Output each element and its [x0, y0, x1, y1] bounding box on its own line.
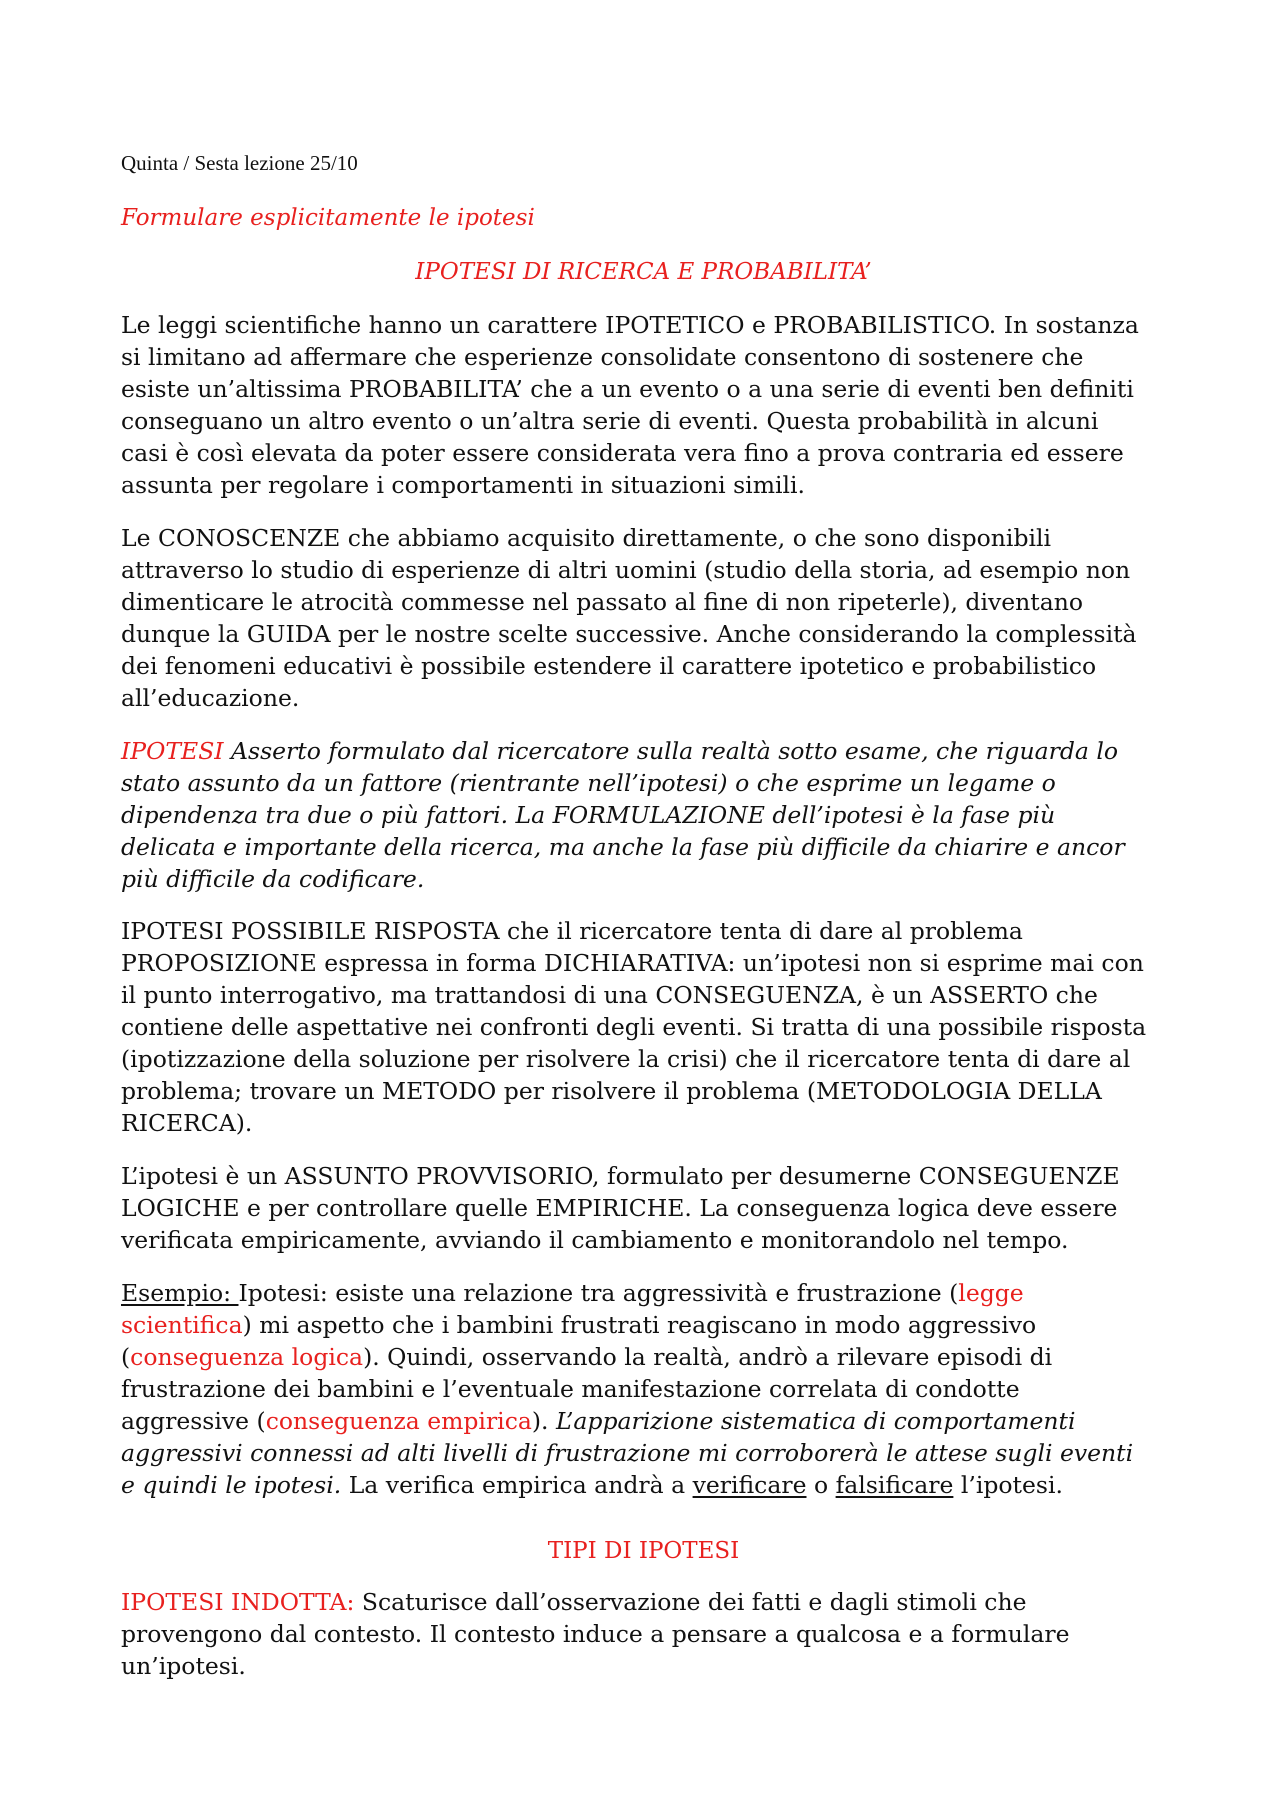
text-line	[121, 1469, 1166, 1501]
text-line: esiste un’altissima PROBABILITA’ che a un evento o a una serie di eventi ben definiti	[121, 375, 1134, 403]
text-line: all’educazione.	[121, 684, 300, 712]
text-line: dipendenza tra due o più fattori. La FORMULAZIONE dell’ipotesi è la fase più	[121, 801, 1056, 829]
text-line: stato assunto da un fattore (rientrante nell’ipotesi) o che esprime un legame o	[121, 769, 1056, 797]
term-ipotesi-indotta: IPOTESI INDOTTA:	[121, 1588, 355, 1616]
text-line: dimenticare le atrocità commesse nel passato al fine di non ripeterle), diventano	[121, 588, 1084, 616]
text-line: frustrazione dei bambini e l’eventuale manifestazione correlata di condotte	[121, 1375, 1020, 1403]
term-ipotesi: IPOTESI	[121, 737, 224, 765]
text-line: IPOTESI POSSIBILE RISPOSTA che il ricercatore tenta di dare al problema	[121, 917, 1023, 945]
text-line: (ipotizzazione della soluzione per risolvere la crisi) che il ricercatore tenta di dare al	[121, 1045, 1131, 1073]
text-line: attraverso lo studio di esperienze di altri uomini (studio della storia, ad esempio non	[121, 556, 1131, 584]
falsificare-word: falsificare	[835, 1471, 954, 1499]
example-text: ). Quindi, osservando la realtà, andrò a rilevare episodi di	[363, 1343, 1053, 1371]
text-line: PROPOSIZIONE espressa in forma DICHIARATIVA: un’ipotesi non si esprime mai con	[121, 949, 1144, 977]
text-line: problema; trovare un METODO per risolvere il problema (METODOLOGIA DELLA	[121, 1077, 1102, 1105]
highlight-conseguenza-logica: conseguenza logica	[130, 1343, 364, 1371]
example-label: Esempio:	[121, 1279, 239, 1307]
paragraph-possibile-risposta	[121, 915, 1166, 1139]
text-line	[121, 735, 1166, 767]
text-line: dunque la GUIDA per le nostre scelte successive. Anche considerando la complessità	[121, 620, 1137, 648]
lesson-header: Quinta / Sesta lezione 25/10	[121, 151, 358, 175]
example-italic-text: L’apparizione sistematica di comportamenti	[555, 1407, 1076, 1435]
text-line: dei fenomeni educativi è possibile estendere il carattere ipotetico e probabilistico	[121, 652, 1097, 680]
paragraph-ipotesi-indotta	[121, 1586, 1166, 1682]
example-text: aggressive (	[121, 1407, 266, 1435]
subtitle: Formulare esplicitamente le ipotesi	[121, 205, 535, 231]
example-text: La verifica empirica andrà a	[341, 1471, 693, 1499]
paragraph-esempio	[121, 1277, 1166, 1501]
text-line: LOGICHE e per controllare quelle EMPIRICHE. La conseguenza logica deve essere	[121, 1194, 1118, 1222]
text-line	[121, 1586, 1166, 1618]
text-line: Le leggi scientifiche hanno un carattere IPOTETICO e PROBABILISTICO. In sostanza	[121, 311, 1139, 339]
text-line: casi è così elevata da poter essere considerata vera fino a prova contraria ed essere	[121, 439, 1124, 467]
highlight-scientifica: scientifica	[121, 1311, 243, 1339]
highlight-legge: legge	[958, 1279, 1024, 1307]
example-text: l’ipotesi.	[953, 1471, 1063, 1499]
text-line: conseguano un altro evento o un’altra serie di eventi. Questa probabilità in alcuni	[121, 407, 1099, 435]
text-line: provengono dal contesto. Il contesto induce a pensare a qualcosa e a formulare	[121, 1620, 1070, 1648]
text-line: il punto interrogativo, ma trattandosi di una CONSEGUENZA, è un ASSERTO che	[121, 981, 1098, 1009]
text-line	[121, 1277, 1166, 1309]
text-line: un’ipotesi.	[121, 1652, 246, 1680]
example-italic-text: e quindi le ipotesi.	[121, 1471, 342, 1499]
text-line: si limitano ad affermare che esperienze consolidate consentono di sostenere che	[121, 343, 1084, 371]
example-text: ).	[531, 1407, 556, 1435]
example-text: o	[806, 1471, 836, 1499]
definition-text: Scaturisce dall’osservazione dei fatti e dagli stimoli che	[354, 1588, 1027, 1616]
text-line: Le CONOSCENZE che abbiamo acquisito direttamente, o che sono disponibili	[121, 524, 1052, 552]
text-line	[121, 1341, 1166, 1373]
text-line: contiene delle aspettative nei confronti degli eventi. Si tratta di una possibile risposta	[121, 1013, 1147, 1041]
definition-text: Asserto formulato dal ricercatore sulla realtà sotto esame, che riguarda lo	[223, 737, 1119, 765]
paragraph-probabilita	[121, 309, 1166, 501]
example-text: ) mi aspetto che i bambini frustrati reagiscano in modo aggressivo	[242, 1311, 1037, 1339]
text-line: assunta per regolare i comportamenti in situazioni simili.	[121, 471, 805, 499]
section-title-tipi-ipotesi: TIPI DI IPOTESI	[547, 1538, 740, 1564]
text-line: più difficile da codificare.	[121, 865, 425, 893]
paragraph-ipotesi-definizione	[121, 735, 1166, 895]
text-line: aggressivi connessi ad alti livelli di frustrazione mi corroborerà le attese sugli eventi	[121, 1439, 1134, 1467]
page-title: IPOTESI DI RICERCA E PROBABILITA’	[415, 259, 872, 285]
paragraph-conoscenze	[121, 522, 1166, 714]
verificare-word: verificare	[692, 1471, 807, 1499]
text-line	[121, 1309, 1166, 1341]
highlight-conseguenza-empirica: conseguenza empirica	[265, 1407, 532, 1435]
example-text: (	[121, 1343, 131, 1371]
example-text: Ipotesi: esiste una relazione tra aggressività e frustrazione (	[238, 1279, 959, 1307]
text-line: RICERCA).	[121, 1109, 253, 1137]
text-line: L’ipotesi è un ASSUNTO PROVVISORIO, formulato per desumerne CONSEGUENZE	[121, 1162, 1120, 1190]
paragraph-assunto-provvisorio	[121, 1160, 1166, 1256]
text-line	[121, 1405, 1166, 1437]
text-line: delicata e importante della ricerca, ma anche la fase più difficile da chiarire e ancor	[121, 833, 1125, 861]
text-line: verificata empiricamente, avviando il cambiamento e monitorandolo nel tempo.	[121, 1226, 1069, 1254]
